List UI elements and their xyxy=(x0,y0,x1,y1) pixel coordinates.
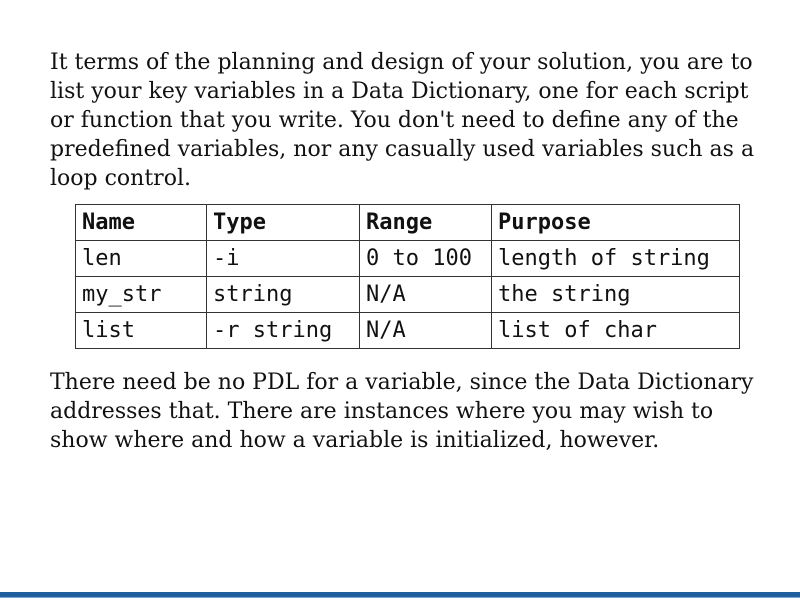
cell-range: 0 to 100 xyxy=(360,241,492,277)
header-type: Type xyxy=(207,205,360,241)
cell-type: -r string xyxy=(207,313,360,349)
intro-paragraph: It terms of the planning and design of your solution, you are to list your key variables in a Data Dictionary, one for each script or function that you write. You don't need to define any of the predefined variables, nor any casually used variables such as a loop control. xyxy=(50,50,755,191)
footer-accent-line xyxy=(0,597,800,598)
cell-name: list xyxy=(76,313,207,349)
cell-purpose: list of char xyxy=(492,313,740,349)
table-header-row xyxy=(76,205,740,241)
cell-purpose: length of string xyxy=(492,241,740,277)
table-row xyxy=(76,313,740,349)
outro-paragraph: There need be no PDL for a variable, since the Data Dictionary addresses that. There are instances where you may wish to show where and how a variable is initialized, however. xyxy=(50,370,754,453)
header-name: Name xyxy=(76,205,207,241)
table-row xyxy=(76,241,740,277)
cell-range: N/A xyxy=(360,313,492,349)
cell-range: N/A xyxy=(360,277,492,313)
cell-name: len xyxy=(76,241,207,277)
header-range: Range xyxy=(360,205,492,241)
header-purpose: Purpose xyxy=(492,205,740,241)
cell-type: -i xyxy=(207,241,360,277)
cell-name: my_str xyxy=(76,277,207,313)
data-dictionary-table xyxy=(75,204,740,349)
cell-type: string xyxy=(207,277,360,313)
table-row xyxy=(76,277,740,313)
cell-purpose: the string xyxy=(492,277,740,313)
